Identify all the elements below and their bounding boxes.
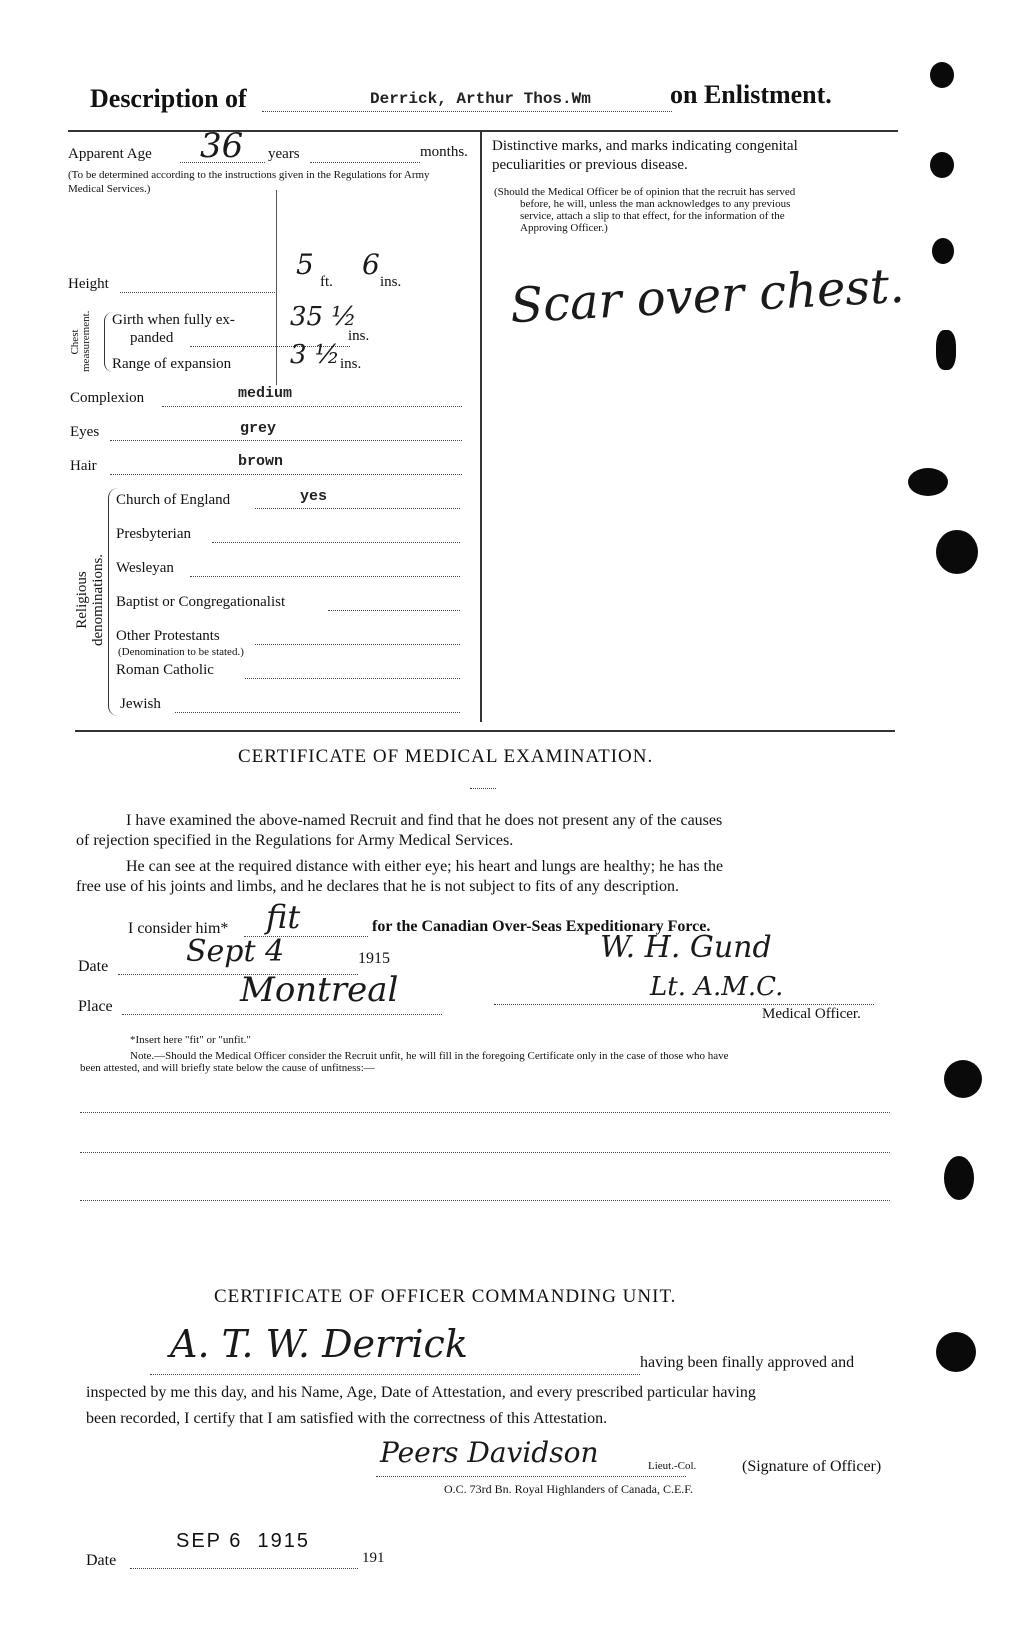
- complexion-value: medium: [238, 385, 293, 402]
- unfit-reason-line: [80, 1112, 890, 1113]
- binder-hole-blot: [936, 530, 978, 574]
- co-sig-line: [376, 1476, 686, 1477]
- years-label: years: [268, 146, 300, 162]
- medical-para2-b: free use of his joints and limbs, and he declares that he is not subject to fits of any description.: [76, 878, 679, 895]
- co-date-line: [130, 1568, 358, 1569]
- height-inches-value: 6: [362, 248, 380, 281]
- binder-hole-blot: [930, 152, 954, 178]
- unfit-note-a: Note.—Should the Medical Officer consider the Recruit unfit, he will fill in the foregoing Certificate only in the case of those who have: [130, 1050, 729, 1062]
- binder-hole-blot: [930, 62, 954, 88]
- religion-line: [255, 644, 460, 645]
- marks-note-3: service, attach a slip to that effect, for the information of the: [520, 210, 785, 222]
- religion-line: [255, 508, 460, 509]
- religion-line: [190, 576, 460, 577]
- height-feet-value: 5: [296, 248, 314, 281]
- religion-label: Church of England: [116, 492, 231, 508]
- fitness-value: fit: [266, 898, 301, 936]
- medical-para1-b: of rejection specified in the Regulations for Army Medical Services.: [76, 832, 514, 849]
- religion-line: [245, 678, 460, 679]
- name-line: [262, 110, 672, 112]
- height-column-line: [276, 190, 277, 385]
- distinctive-marks-value: Scar over chest.: [508, 257, 906, 335]
- range-label: Range of expansion: [112, 356, 232, 372]
- binder-hole-blot: [932, 238, 954, 264]
- religion-label: Presbyterian: [116, 526, 191, 542]
- commanding-line3: been recorded, I certify that I am satisfied with the correctness of this Attestation.: [86, 1410, 608, 1427]
- form-title-left: Description of: [90, 84, 247, 113]
- unfit-reason-line: [80, 1152, 890, 1153]
- months-line: [310, 162, 420, 163]
- religion-label: Baptist or Congregationalist: [116, 594, 286, 610]
- religion-label: Jewish: [120, 696, 161, 712]
- girth-ins-label: ins.: [348, 328, 370, 344]
- medical-para1-a: I have examined the above-named Recruit and find that he does not present any of the causes: [126, 812, 723, 829]
- medical-officer-rank: Lt. A.M.C.: [650, 972, 784, 1002]
- co-rank: Lieut.-Col.: [648, 1460, 697, 1472]
- religion-line: [212, 542, 460, 543]
- binder-hole-blot: [908, 468, 948, 496]
- girth-label-1: Girth when fully ex-: [112, 312, 235, 328]
- complexion-label: Complexion: [70, 390, 145, 406]
- eyes-label: Eyes: [70, 424, 100, 440]
- unfit-note-b: been attested, and will briefly state below the cause of unfitness:—: [80, 1062, 375, 1074]
- commanding-officer-signature: Peers Davidson: [380, 1436, 599, 1469]
- months-label: months.: [420, 144, 468, 160]
- medical-officer-label: Medical Officer.: [762, 1006, 861, 1022]
- co-date-label: Date: [86, 1552, 117, 1569]
- binder-hole-blot: [944, 1156, 974, 1200]
- age-value: 36: [200, 126, 244, 166]
- feet-label: ft.: [320, 274, 333, 290]
- age-note: (To be determined according to the instructions given in the Regulations for Army Medical Services.): [68, 169, 430, 195]
- marks-heading-2: peculiarities or previous disease.: [492, 157, 688, 173]
- officer-sig-line: [494, 1004, 874, 1005]
- place-label: Place: [78, 998, 113, 1015]
- commanding-cert-title: CERTIFICATE OF OFFICER COMMANDING UNIT.: [214, 1286, 677, 1307]
- girth-label-2: panded: [130, 330, 174, 346]
- marks-note-1: (Should the Medical Officer be of opinion that the recruit has served: [494, 186, 796, 198]
- other-denomination-note: (Denomination to be stated.): [118, 646, 244, 658]
- co-date-tail: 191: [362, 1550, 385, 1566]
- place-line: [122, 1014, 442, 1015]
- recruit-signature: A. T. W. Derrick: [170, 1322, 468, 1366]
- medical-officer-signature: W. H. Gund: [600, 930, 772, 965]
- height-line: [120, 292, 275, 293]
- medical-para2-a: He can see at the required distance with either eye; his heart and lungs are healthy; he has the: [126, 858, 724, 875]
- medical-cert-title: CERTIFICATE OF MEDICAL EXAMINATION.: [238, 746, 654, 767]
- religion-value-church-of-england: yes: [300, 488, 328, 505]
- exam-year: 1915: [358, 950, 390, 967]
- commanding-line2: inspected by me this day, and his Name, Age, Date of Attestation, and every prescribed particular having: [86, 1384, 756, 1401]
- co-unit-stamp: O.C. 73rd Bn. Royal Highlanders of Canada, C.E.F.: [444, 1482, 694, 1496]
- chest-side-label: Chest measurement.: [69, 310, 92, 372]
- binder-hole-blot: [936, 330, 956, 370]
- recruit-sig-line: [150, 1374, 640, 1375]
- hair-line: [110, 474, 462, 475]
- form-title-right: on Enlistment.: [670, 80, 832, 109]
- religion-label: Roman Catholic: [116, 662, 214, 678]
- recruit-name: Derrick, Arthur Thos.Wm: [370, 90, 591, 108]
- consider-label: I consider him*: [128, 920, 229, 937]
- religion-line: [175, 712, 460, 713]
- religion-side-label: Religious denominations.: [74, 553, 106, 647]
- commanding-line1-tail: having been finally approved and: [640, 1354, 855, 1371]
- religion-label: Wesleyan: [116, 560, 174, 576]
- exam-date-value: Sept 4: [186, 934, 285, 969]
- consider-tail: for the Canadian Over-Seas Expeditionary Force.: [372, 918, 711, 935]
- date-label: Date: [78, 958, 109, 975]
- age-label: Apparent Age: [68, 146, 152, 162]
- marks-note-4: Approving Officer.): [520, 222, 608, 234]
- girth-value: 35 ½: [290, 302, 357, 332]
- column-divider: [480, 132, 482, 722]
- range-value: 3 ½: [290, 340, 341, 370]
- complexion-line: [162, 406, 462, 407]
- religion-line: [328, 610, 460, 611]
- marks-heading-1: Distinctive marks, and marks indicating congenital: [492, 138, 798, 154]
- height-label: Height: [68, 276, 109, 292]
- top-divider: [68, 130, 898, 132]
- title-rule: [470, 788, 496, 789]
- hair-value: brown: [238, 453, 284, 470]
- hair-label: Hair: [70, 458, 97, 474]
- binder-hole-blot: [936, 1332, 976, 1372]
- exam-place-value: Montreal: [240, 970, 399, 1010]
- section-divider: [75, 730, 895, 732]
- eyes-line: [110, 440, 462, 441]
- marks-note-2: before, he will, unless the man acknowledges to any previous: [520, 198, 791, 210]
- religion-label: Other Protestants: [116, 628, 220, 644]
- eyes-value: grey: [240, 420, 277, 437]
- unfit-reason-line: [80, 1200, 890, 1201]
- co-date-stamp: SEP 6 1915: [176, 1530, 310, 1552]
- range-ins-label: ins.: [340, 356, 362, 372]
- co-signature-label: (Signature of Officer): [742, 1458, 882, 1475]
- inches-label: ins.: [380, 274, 402, 290]
- insert-note: *Insert here "fit" or "unfit.": [130, 1034, 251, 1046]
- binder-hole-blot: [944, 1060, 982, 1098]
